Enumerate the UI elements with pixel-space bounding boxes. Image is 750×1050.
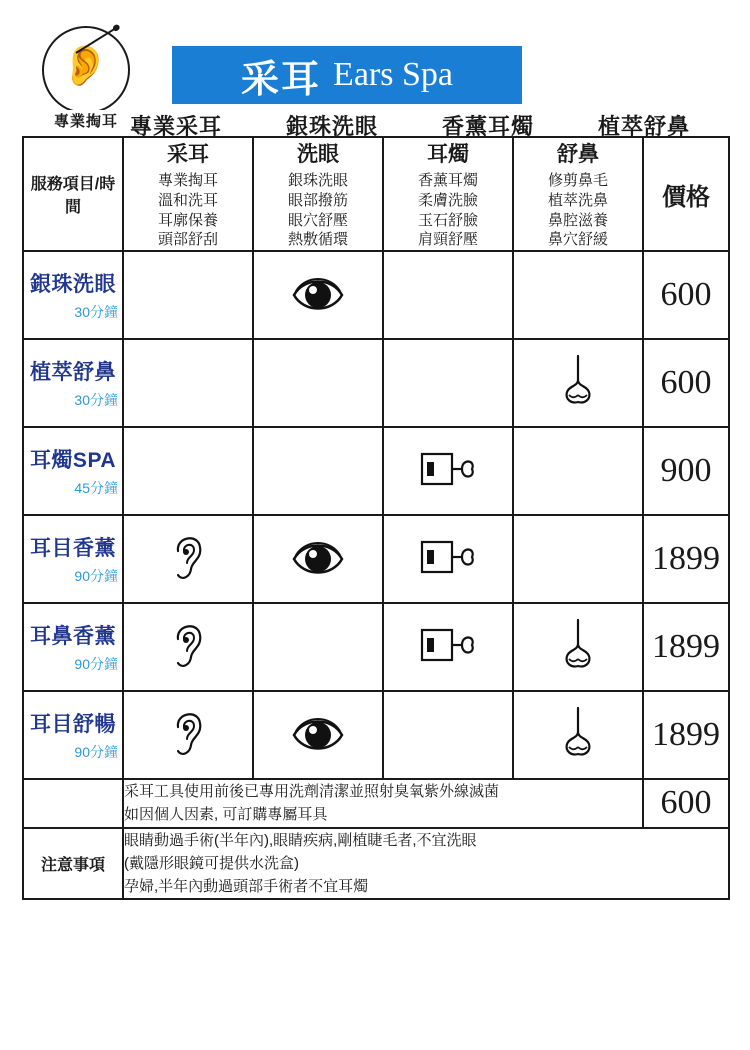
row-name-5: 耳目舒暢 — [30, 713, 116, 737]
table-row — [23, 603, 729, 691]
nav-item-3: 植萃舒鼻 — [597, 114, 690, 139]
row-price-3: 1899 — [643, 515, 729, 603]
row-duration-4: 90分鐘 — [74, 656, 118, 673]
row-price-0: 600 — [643, 251, 729, 339]
corner-label: 服務項目/時間 — [23, 137, 123, 251]
ear-icon — [168, 529, 208, 590]
nav-item-1: 銀珠洗眼 — [285, 114, 378, 139]
poster-header — [22, 18, 728, 139]
column-item-1-3: 熱敷循環 — [287, 231, 348, 249]
table-row — [23, 691, 729, 779]
cell-5-2 — [383, 691, 513, 779]
row-label-5 — [23, 691, 123, 779]
column-item-1-1: 眼部撥筋 — [287, 191, 348, 209]
column-header-1 — [253, 137, 383, 251]
brand-logo — [34, 24, 138, 128]
column-item-3-0: 修剪鼻毛 — [547, 172, 608, 189]
candle-icon — [416, 446, 480, 497]
brand-logo-text: 專業掏耳 — [34, 110, 138, 131]
column-item-2-0: 香薰耳燭 — [417, 172, 478, 189]
row-label-4 — [23, 603, 123, 691]
column-item-1-2: 眼穴舒壓 — [287, 211, 348, 229]
cell-2-2 — [383, 427, 513, 515]
table-row — [23, 339, 729, 427]
row-duration-1: 30分鐘 — [74, 392, 118, 409]
row-duration-5: 90分鐘 — [74, 744, 118, 761]
candle-icon — [416, 534, 480, 585]
row-name-1: 植萃舒鼻 — [30, 361, 116, 385]
column-item-2-1: 柔膚洗臉 — [417, 191, 478, 209]
eye-icon — [290, 709, 346, 762]
cell-1-3 — [513, 339, 643, 427]
column-category-3: 舒鼻 — [557, 143, 599, 166]
price-column-header: 價格 — [643, 137, 729, 251]
cell-4-2 — [383, 603, 513, 691]
table-row — [23, 427, 729, 515]
eye-icon — [290, 269, 346, 322]
nose-icon — [559, 704, 597, 767]
caution-label: 注意事項 — [23, 828, 123, 900]
column-category-2: 耳燭 — [427, 143, 469, 166]
candle-icon — [416, 622, 480, 673]
cell-2-1 — [253, 427, 383, 515]
table-row — [23, 515, 729, 603]
ear-icon: 👂 — [60, 43, 110, 89]
nose-icon — [559, 616, 597, 679]
row-price-2: 900 — [643, 427, 729, 515]
column-item-0-0: 專業掏耳 — [157, 172, 218, 189]
column-header-0 — [123, 137, 253, 251]
price-table — [22, 136, 730, 900]
row-duration-2: 45分鐘 — [74, 480, 118, 497]
ear-icon — [168, 617, 208, 678]
cell-1-1 — [253, 339, 383, 427]
cell-0-3 — [513, 251, 643, 339]
column-category-1: 洗眼 — [297, 143, 339, 166]
page-title-cn: 采耳 — [241, 58, 322, 101]
title-banner — [172, 46, 522, 104]
cell-0-2 — [383, 251, 513, 339]
column-item-2-3: 肩頸舒壓 — [417, 231, 478, 249]
nav-item-0: 專業采耳 — [130, 114, 223, 139]
cell-5-1 — [253, 691, 383, 779]
caution-body — [123, 828, 729, 900]
cell-3-3 — [513, 515, 643, 603]
cell-5-3 — [513, 691, 643, 779]
column-item-3-3: 鼻穴舒緩 — [547, 231, 608, 249]
eye-icon — [290, 533, 346, 586]
caution-line-1: (戴隱形眼鏡可提供水洗盒) — [124, 854, 299, 872]
column-item-0-1: 溫和洗耳 — [157, 191, 218, 209]
row-label-2 — [23, 427, 123, 515]
column-item-1-0: 銀珠洗眼 — [287, 172, 348, 189]
cell-2-0 — [123, 427, 253, 515]
tool-note-spacer — [23, 779, 123, 828]
caution-line-2: 孕婦,半年內動過頭部手術者不宜耳燭 — [124, 878, 369, 896]
cell-1-2 — [383, 339, 513, 427]
cell-3-2 — [383, 515, 513, 603]
cell-0-1 — [253, 251, 383, 339]
caution-row — [23, 828, 729, 900]
caution-line-0: 眼睛動過手術(半年內),眼睛疾病,剛植睫毛者,不宜洗眼 — [124, 831, 477, 849]
nav-item-2: 香薰耳燭 — [441, 114, 534, 139]
column-category-0: 采耳 — [167, 143, 209, 166]
row-duration-0: 30分鐘 — [74, 304, 118, 321]
table-row — [23, 251, 729, 339]
cell-3-0 — [123, 515, 253, 603]
cell-4-1 — [253, 603, 383, 691]
row-label-1 — [23, 339, 123, 427]
cell-1-0 — [123, 339, 253, 427]
column-item-2-2: 玉石舒臉 — [417, 211, 478, 229]
row-label-3 — [23, 515, 123, 603]
cell-0-0 — [123, 251, 253, 339]
column-item-3-1: 植萃洗鼻 — [547, 191, 608, 209]
row-name-2: 耳燭SPA — [29, 449, 117, 473]
row-price-1: 600 — [643, 339, 729, 427]
row-label-0 — [23, 251, 123, 339]
page-title-en: Ears Spa — [333, 56, 453, 93]
tool-note-line-0: 采耳工具使用前後已專用洗劑清潔並照射臭氧紫外線滅菌 — [124, 783, 500, 801]
row-price-5: 1899 — [643, 691, 729, 779]
tool-note-row — [23, 779, 729, 828]
row-name-4: 耳鼻香薰 — [30, 625, 116, 649]
row-name-3: 耳目香薰 — [30, 537, 116, 561]
cell-5-0 — [123, 691, 253, 779]
column-header-2 — [383, 137, 513, 251]
column-header-3 — [513, 137, 643, 251]
column-item-0-3: 頭部舒刮 — [157, 231, 218, 249]
table-header-row — [23, 137, 729, 251]
column-item-3-2: 鼻腔滋養 — [547, 211, 608, 229]
nose-icon — [559, 352, 597, 415]
tool-note-line-1: 如因個人因素, 可訂購專屬耳具 — [124, 806, 328, 824]
tool-note-price: 600 — [643, 779, 729, 828]
tool-note-body — [123, 779, 643, 828]
cell-3-1 — [253, 515, 383, 603]
row-price-4: 1899 — [643, 603, 729, 691]
cell-4-3 — [513, 603, 643, 691]
menu-sheet — [22, 18, 728, 1032]
row-duration-3: 90分鐘 — [74, 568, 118, 585]
cell-4-0 — [123, 603, 253, 691]
ear-icon — [168, 705, 208, 766]
cell-2-3 — [513, 427, 643, 515]
row-name-0: 銀珠洗眼 — [30, 273, 116, 297]
column-item-0-2: 耳廓保養 — [157, 211, 218, 229]
